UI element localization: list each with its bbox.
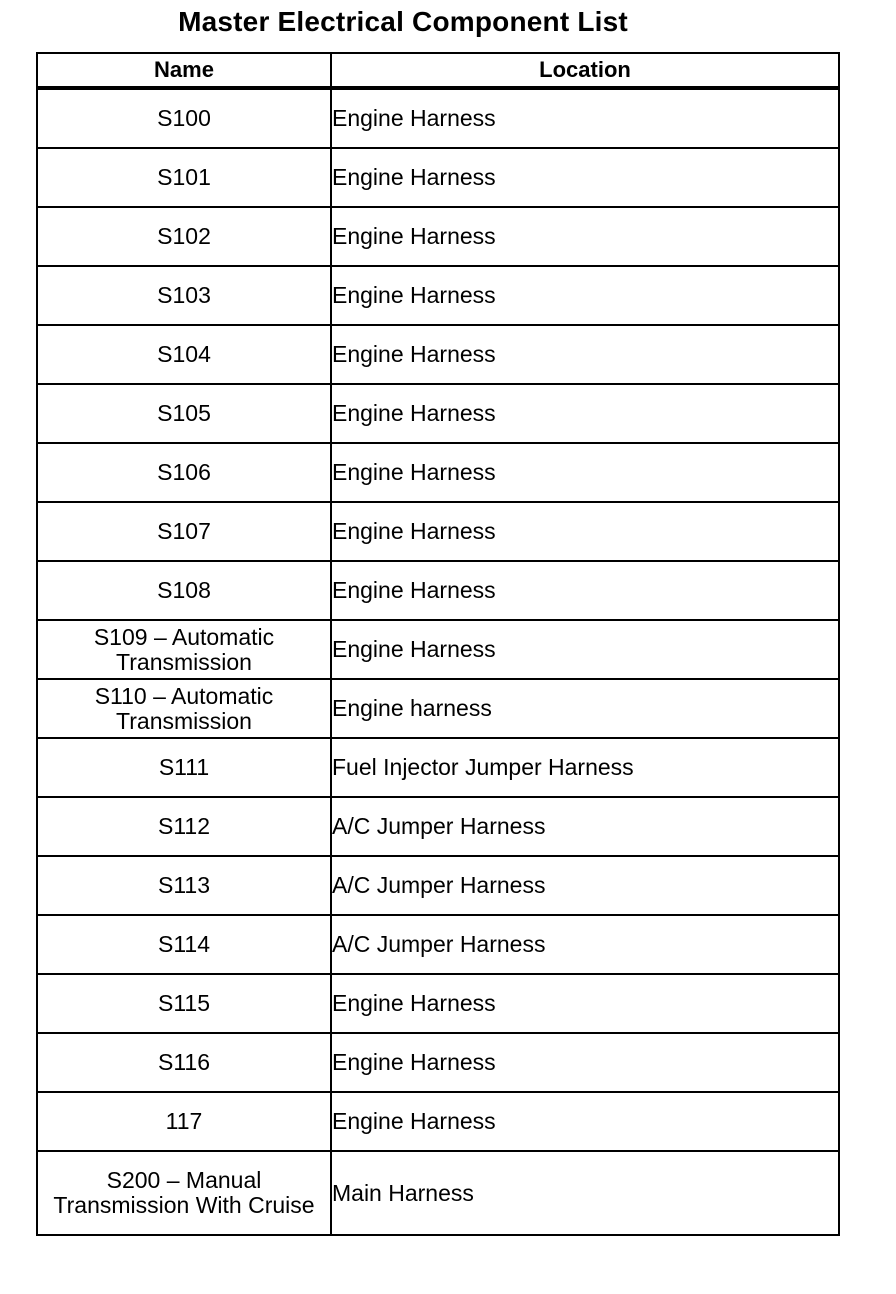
- component-name-cell: S103: [37, 266, 331, 325]
- table-row: [37, 738, 839, 797]
- component-location-cell: A/C Jumper Harness: [331, 915, 839, 974]
- component-name-cell: S100: [37, 88, 331, 148]
- table-row: [37, 856, 839, 915]
- component-location-cell: Engine Harness: [331, 88, 839, 148]
- component-name-cell: S200 – Manual Transmission With Cruise: [37, 1151, 331, 1235]
- table-row: [37, 1151, 839, 1235]
- component-name-cell: S102: [37, 207, 331, 266]
- component-name-cell: S104: [37, 325, 331, 384]
- component-location-cell: Engine Harness: [331, 148, 839, 207]
- component-location-cell: Engine Harness: [331, 1092, 839, 1151]
- component-name-cell: S107: [37, 502, 331, 561]
- table-row: [37, 443, 839, 502]
- location-column-header: Location: [331, 53, 839, 88]
- component-name-cell: S115: [37, 974, 331, 1033]
- component-location-cell: A/C Jumper Harness: [331, 797, 839, 856]
- component-location-cell: Engine harness: [331, 679, 839, 738]
- component-location-cell: Engine Harness: [331, 443, 839, 502]
- table-row: [37, 561, 839, 620]
- component-name-cell: S106: [37, 443, 331, 502]
- table-header-row: [37, 53, 839, 88]
- component-name-cell: 117: [37, 1092, 331, 1151]
- component-name-cell: S101: [37, 148, 331, 207]
- component-name-cell: S114: [37, 915, 331, 974]
- component-table: [36, 52, 840, 1236]
- table-row: [37, 325, 839, 384]
- table-row: [37, 266, 839, 325]
- page-title: Master Electrical Component List: [178, 6, 628, 37]
- component-name-cell: S105: [37, 384, 331, 443]
- component-name-cell: S113: [37, 856, 331, 915]
- table-row: [37, 679, 839, 738]
- table-row: [37, 207, 839, 266]
- table-row: [37, 502, 839, 561]
- table-row: [37, 620, 839, 679]
- component-name-cell: S109 – Automatic Transmission: [37, 620, 331, 679]
- component-name-cell: S108: [37, 561, 331, 620]
- component-name-cell: S111: [37, 738, 331, 797]
- component-location-cell: Engine Harness: [331, 561, 839, 620]
- table-row: [37, 88, 839, 148]
- component-location-cell: Engine Harness: [331, 325, 839, 384]
- component-location-cell: Main Harness: [331, 1151, 839, 1235]
- table-row: [37, 915, 839, 974]
- table-row: [37, 1092, 839, 1151]
- table-row: [37, 148, 839, 207]
- component-name-cell: S112: [37, 797, 331, 856]
- component-location-cell: A/C Jumper Harness: [331, 856, 839, 915]
- component-location-cell: Engine Harness: [331, 207, 839, 266]
- component-location-cell: Engine Harness: [331, 1033, 839, 1092]
- component-location-cell: Engine Harness: [331, 620, 839, 679]
- table-row: [37, 384, 839, 443]
- component-location-cell: Engine Harness: [331, 266, 839, 325]
- table-row: [37, 797, 839, 856]
- component-location-cell: Engine Harness: [331, 384, 839, 443]
- component-location-cell: Engine Harness: [331, 502, 839, 561]
- table-row: [37, 974, 839, 1033]
- component-location-cell: Engine Harness: [331, 974, 839, 1033]
- name-column-header: Name: [37, 53, 331, 88]
- component-location-cell: Fuel Injector Jumper Harness: [331, 738, 839, 797]
- table-row: [37, 1033, 839, 1092]
- component-name-cell: S116: [37, 1033, 331, 1092]
- component-name-cell: S110 – Automatic Transmission: [37, 679, 331, 738]
